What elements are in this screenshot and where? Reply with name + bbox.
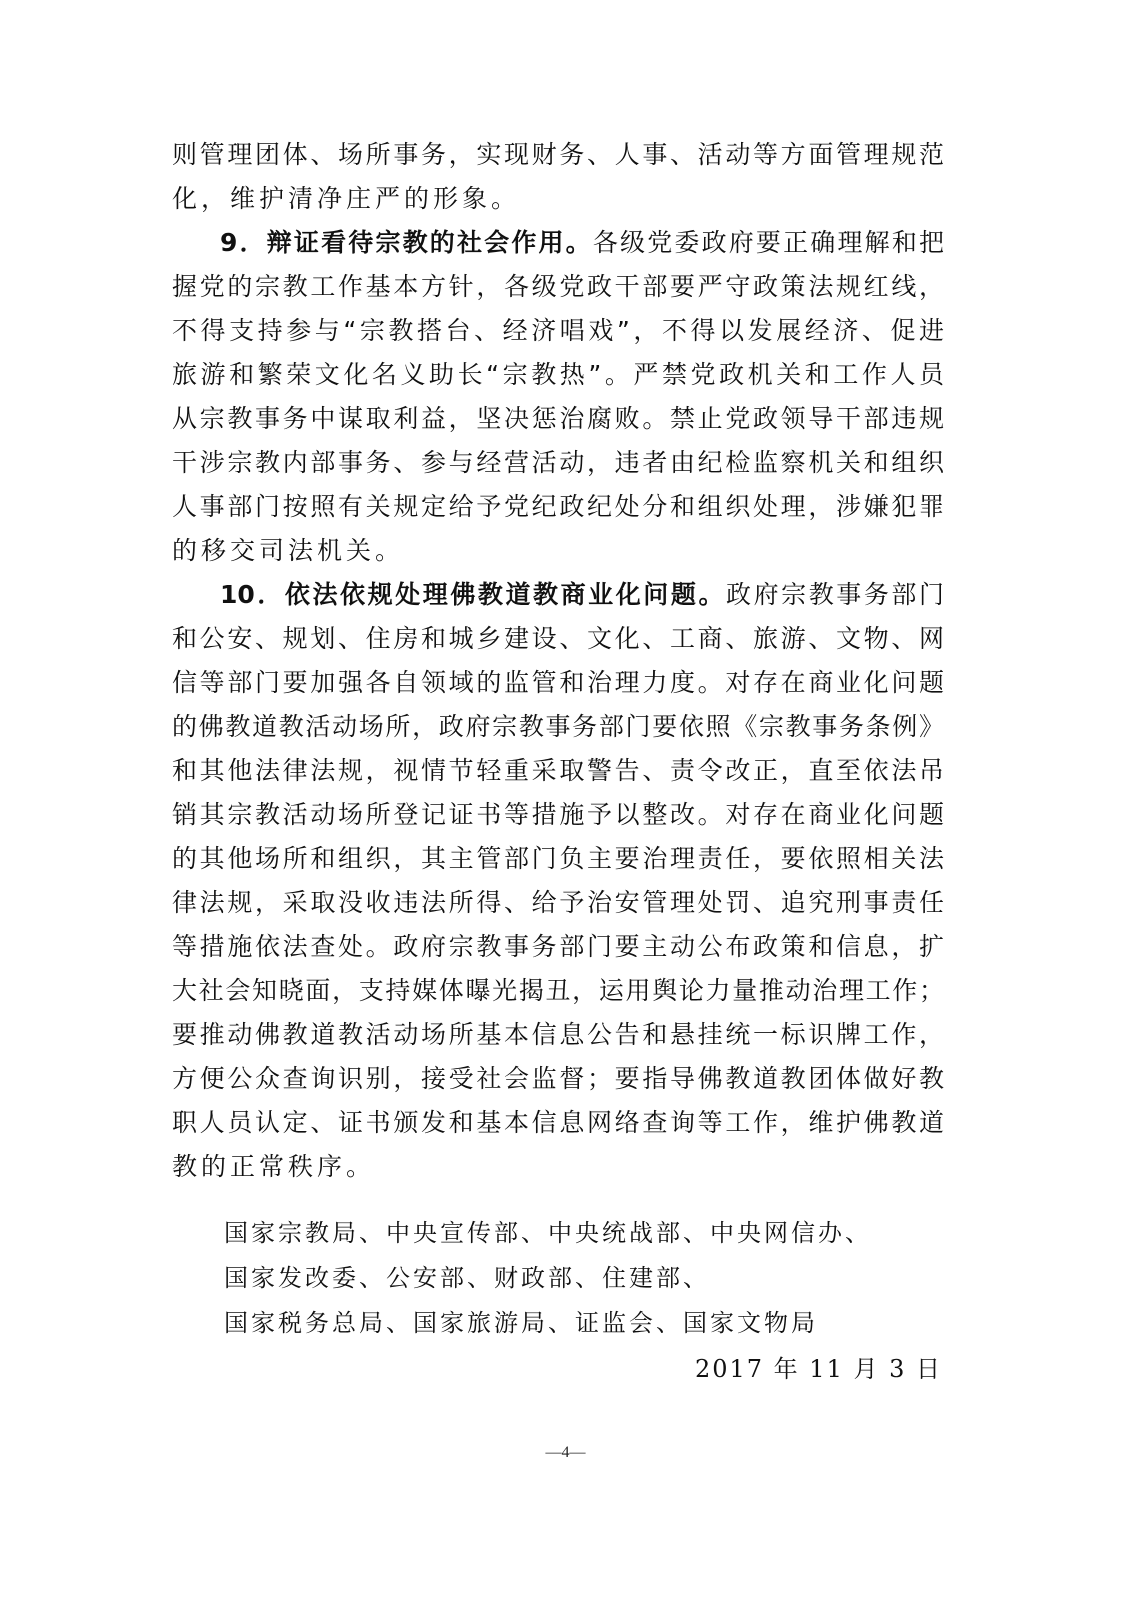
text-line: 则管理团体、场所事务，实现财务、人事、活动等方面管理规范	[172, 140, 944, 169]
agency-line: 国家税务总局、国家旅游局、证监会、国家文物局	[224, 1309, 818, 1337]
text-line: 人事部门按照有关规定给予党纪政纪处分和组织处理，涉嫌犯罪	[172, 492, 944, 521]
issue-date: 2017 年 11 月 3 日	[694, 1355, 942, 1383]
text-line: 的佛教道教活动场所，政府宗教事务部门要依照《宗教事务条例》	[172, 712, 944, 741]
text-line: 握党的宗教工作基本方针，各级党政干部要严守政策法规红线，	[172, 272, 944, 301]
text-line: 化，维护清净庄严的形象。	[172, 184, 521, 213]
text-line: 信等部门要加强各自领域的监管和治理力度。对存在商业化问题	[172, 668, 944, 697]
text-line: 干涉宗教内部事务、参与经营活动，违者由纪检监察机关和组织	[172, 448, 944, 477]
text-line: 大社会知晓面，支持媒体曝光揭丑，运用舆论力量推动治理工作；	[172, 976, 944, 1005]
agency-line: 国家发改委、公安部、财政部、住建部、	[224, 1264, 710, 1292]
text-line: 的移交司法机关。	[172, 536, 405, 565]
text-line: 的其他场所和组织，其主管部门负主要治理责任，要依照相关法	[172, 844, 944, 873]
text-line: 不得支持参与“宗教搭台、经济唱戏”，不得以发展经济、促进	[172, 316, 944, 345]
text-line: 各级党委政府要正确理解和把	[592, 228, 944, 257]
document-body	[172, 133, 944, 1189]
text-line: 政府宗教事务部门	[726, 580, 944, 609]
text-line: 和公安、规划、住房和城乡建设、文化、工商、旅游、文物、网	[172, 624, 944, 653]
text-line: 律法规，采取没收违法所得、给予治安管理处罚、追究刑事责任	[172, 888, 944, 917]
text-line: 教的正常秩序。	[172, 1152, 376, 1181]
page-number: —4—	[545, 1444, 586, 1461]
text-line: 方便公众查询识别，接受社会监督；要指导佛教道教团体做好教	[172, 1064, 944, 1093]
section-9-first-line	[172, 221, 944, 265]
text-line: 要推动佛教道教活动场所基本信息公告和悬挂统一标识牌工作，	[172, 1020, 944, 1049]
text-line: 销其宗教活动场所登记证书等措施予以整改。对存在商业化问题	[172, 800, 944, 829]
section-10-heading: 10．依法依规处理佛教道教商业化问题。	[220, 580, 727, 609]
issuing-agencies	[224, 1211, 924, 1346]
section-9-heading: 9．辩证看待宗教的社会作用。	[220, 228, 593, 257]
text-line: 旅游和繁荣文化名义助长“宗教热”。严禁党政机关和工作人员	[172, 360, 944, 389]
text-line: 等措施依法查处。政府宗教事务部门要主动公布政策和信息，扩	[172, 932, 944, 961]
text-line: 从宗教事务中谋取利益，坚决惩治腐败。禁止党政领导干部违规	[172, 404, 944, 433]
agency-line: 国家宗教局、中央宣传部、中央统战部、中央网信办、	[224, 1219, 872, 1247]
text-line: 和其他法律法规，视情节轻重采取警告、责令改正，直至依法吊	[172, 756, 944, 785]
text-line: 职人员认定、证书颁发和基本信息网络查询等工作，维护佛教道	[172, 1108, 944, 1137]
section-10-first-line	[172, 573, 944, 617]
